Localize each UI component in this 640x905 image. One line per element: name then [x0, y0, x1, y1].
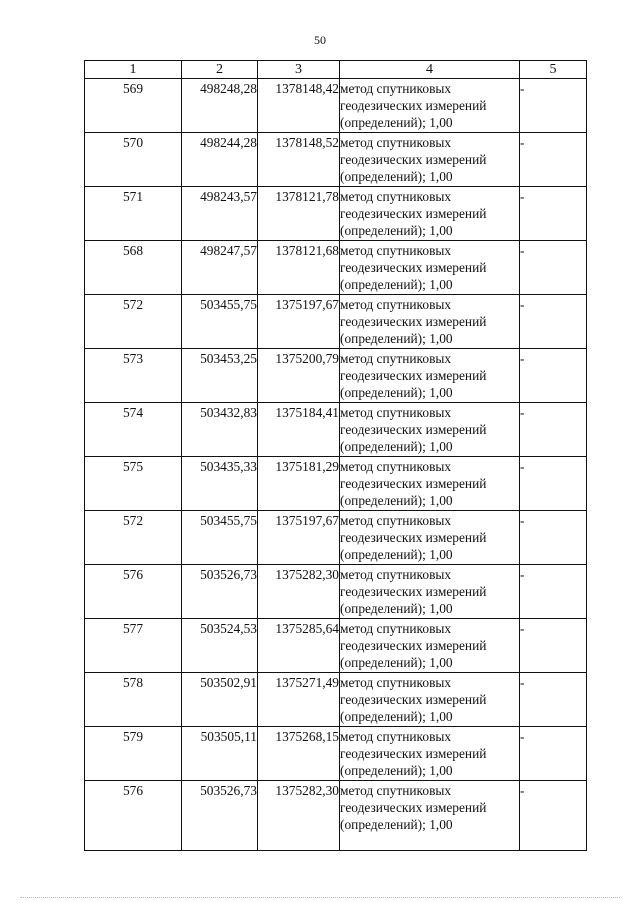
x-coordinate-cell: 503505,11	[182, 727, 258, 781]
method-line: метод спутниковых	[340, 351, 452, 366]
error-cell: -	[520, 727, 587, 781]
method-line: геодезических измерений	[340, 638, 487, 653]
y-coordinate-cell: 1375282,30	[258, 781, 340, 851]
header-col-5: 5	[520, 61, 587, 79]
method-line: метод спутниковых	[340, 243, 452, 258]
x-coordinate-cell: 503524,53	[182, 619, 258, 673]
method-line: геодезических измерений	[340, 152, 487, 167]
table-row	[85, 295, 587, 349]
method-line: метод спутниковых	[340, 81, 452, 96]
point-number-cell: 578	[85, 673, 182, 727]
error-cell: -	[520, 565, 587, 619]
method-line: метод спутниковых	[340, 513, 452, 528]
point-number-cell: 568	[85, 241, 182, 295]
error-cell: -	[520, 403, 587, 457]
table-body	[85, 79, 587, 851]
method-line: метод спутниковых	[340, 405, 452, 420]
error-cell: -	[520, 187, 587, 241]
method-line: (определений); 1,00	[340, 763, 453, 778]
table-row	[85, 403, 587, 457]
y-coordinate-cell: 1375181,29	[258, 457, 340, 511]
table-row	[85, 673, 587, 727]
page-number: 50	[314, 33, 326, 47]
point-number-cell: 570	[85, 133, 182, 187]
method-line: (определений); 1,00	[340, 385, 453, 400]
y-coordinate-cell: 1375285,64	[258, 619, 340, 673]
x-coordinate-cell: 503435,33	[182, 457, 258, 511]
method-line: (определений); 1,00	[340, 817, 453, 832]
method-line: геодезических измерений	[340, 314, 487, 329]
method-cell	[340, 133, 520, 187]
table-row	[85, 565, 587, 619]
method-line: метод спутниковых	[340, 567, 452, 582]
y-coordinate-cell: 1378121,68	[258, 241, 340, 295]
point-number-cell: 576	[85, 781, 182, 851]
method-cell	[340, 619, 520, 673]
method-line: (определений); 1,00	[340, 655, 453, 670]
point-number-cell: 575	[85, 457, 182, 511]
method-line: геодезических измерений	[340, 260, 487, 275]
error-cell: -	[520, 511, 587, 565]
header-col-2: 2	[182, 61, 258, 79]
method-line: (определений); 1,00	[340, 493, 453, 508]
error-cell: -	[520, 295, 587, 349]
method-cell	[340, 241, 520, 295]
method-line: (определений); 1,00	[340, 709, 453, 724]
method-line: (определений); 1,00	[340, 223, 453, 238]
y-coordinate-cell: 1375200,79	[258, 349, 340, 403]
point-number-cell: 572	[85, 295, 182, 349]
method-cell	[340, 727, 520, 781]
method-line: геодезических измерений	[340, 584, 487, 599]
x-coordinate-cell: 498243,57	[182, 187, 258, 241]
method-line: метод спутниковых	[340, 783, 452, 798]
method-line: (определений); 1,00	[340, 601, 453, 616]
y-coordinate-cell: 1378148,42	[258, 79, 340, 133]
error-cell: -	[520, 673, 587, 727]
method-cell	[340, 457, 520, 511]
method-line: (определений); 1,00	[340, 169, 453, 184]
coordinates-table	[84, 60, 587, 851]
y-coordinate-cell: 1378121,78	[258, 187, 340, 241]
y-coordinate-cell: 1375271,49	[258, 673, 340, 727]
method-line: метод спутниковых	[340, 621, 452, 636]
table-row	[85, 457, 587, 511]
method-line: геодезических измерений	[340, 530, 487, 545]
method-line: (определений); 1,00	[340, 331, 453, 346]
error-cell: -	[520, 457, 587, 511]
table-row	[85, 79, 587, 133]
x-coordinate-cell: 503455,75	[182, 295, 258, 349]
point-number-cell: 579	[85, 727, 182, 781]
method-line: геодезических измерений	[340, 422, 487, 437]
method-line: геодезических измерений	[340, 98, 487, 113]
x-coordinate-cell: 503453,25	[182, 349, 258, 403]
method-line: метод спутниковых	[340, 729, 452, 744]
method-cell	[340, 295, 520, 349]
point-number-cell: 577	[85, 619, 182, 673]
footer-scan-line	[20, 897, 620, 904]
method-cell	[340, 781, 520, 851]
point-number-cell: 572	[85, 511, 182, 565]
table-row	[85, 511, 587, 565]
table-row	[85, 133, 587, 187]
method-cell	[340, 673, 520, 727]
method-line: геодезических измерений	[340, 206, 487, 221]
point-number-cell: 571	[85, 187, 182, 241]
table-row	[85, 349, 587, 403]
method-line: геодезических измерений	[340, 692, 487, 707]
method-line: геодезических измерений	[340, 800, 487, 815]
table-header-row	[85, 61, 587, 79]
x-coordinate-cell: 498248,28	[182, 79, 258, 133]
error-cell: -	[520, 349, 587, 403]
y-coordinate-cell: 1375197,67	[258, 295, 340, 349]
method-cell	[340, 349, 520, 403]
x-coordinate-cell: 503455,75	[182, 511, 258, 565]
method-line: метод спутниковых	[340, 135, 452, 150]
method-line: метод спутниковых	[340, 189, 452, 204]
error-cell: -	[520, 79, 587, 133]
method-line: геодезических измерений	[340, 368, 487, 383]
x-coordinate-cell: 498244,28	[182, 133, 258, 187]
method-line: (определений); 1,00	[340, 277, 453, 292]
table-row	[85, 241, 587, 295]
error-cell: -	[520, 133, 587, 187]
point-number-cell: 576	[85, 565, 182, 619]
method-cell	[340, 511, 520, 565]
x-coordinate-cell: 498247,57	[182, 241, 258, 295]
method-line: (определений); 1,00	[340, 547, 453, 562]
x-coordinate-cell: 503432,83	[182, 403, 258, 457]
method-line: (определений); 1,00	[340, 439, 453, 454]
table-row	[85, 187, 587, 241]
y-coordinate-cell: 1375268,15	[258, 727, 340, 781]
y-coordinate-cell: 1375282,30	[258, 565, 340, 619]
table-row	[85, 619, 587, 673]
method-cell	[340, 403, 520, 457]
x-coordinate-cell: 503526,73	[182, 565, 258, 619]
point-number-cell: 573	[85, 349, 182, 403]
method-cell	[340, 79, 520, 133]
table-row	[85, 781, 587, 851]
header-col-1: 1	[85, 61, 182, 79]
method-line: метод спутниковых	[340, 297, 452, 312]
point-number-cell: 569	[85, 79, 182, 133]
table-row	[85, 727, 587, 781]
method-cell	[340, 565, 520, 619]
method-line: геодезических измерений	[340, 746, 487, 761]
method-line: геодезических измерений	[340, 476, 487, 491]
y-coordinate-cell: 1375197,67	[258, 511, 340, 565]
point-number-cell: 574	[85, 403, 182, 457]
method-line: метод спутниковых	[340, 459, 452, 474]
method-cell	[340, 187, 520, 241]
x-coordinate-cell: 503502,91	[182, 673, 258, 727]
x-coordinate-cell: 503526,73	[182, 781, 258, 851]
error-cell: -	[520, 619, 587, 673]
method-line: метод спутниковых	[340, 675, 452, 690]
method-line: (определений); 1,00	[340, 115, 453, 130]
error-cell: -	[520, 241, 587, 295]
y-coordinate-cell: 1375184,41	[258, 403, 340, 457]
error-cell: -	[520, 781, 587, 851]
y-coordinate-cell: 1378148,52	[258, 133, 340, 187]
header-col-3: 3	[258, 61, 340, 79]
header-col-4: 4	[340, 61, 520, 79]
